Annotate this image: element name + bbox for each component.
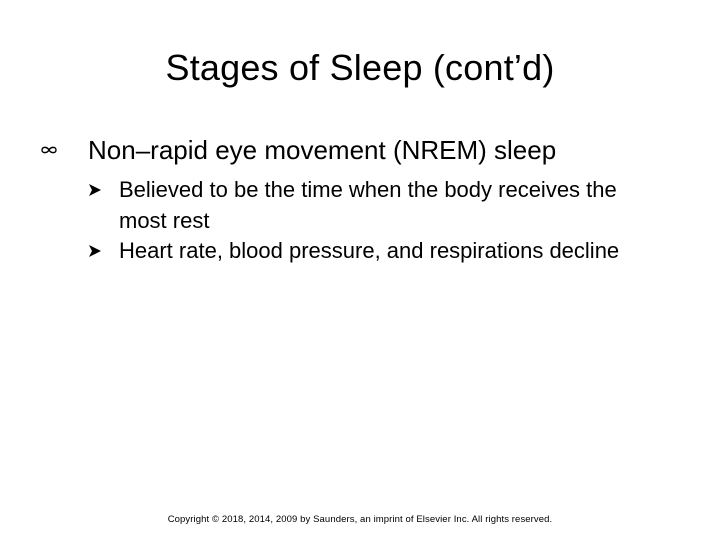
arrowhead-bullet-icon	[87, 174, 119, 204]
sub-bullet-item	[87, 235, 667, 266]
main-bullet-text: Non–rapid eye movement (NREM) sleep	[88, 135, 557, 165]
arrowhead-bullet-icon	[87, 235, 119, 265]
infinity-glyph-bullet-icon	[40, 132, 88, 168]
sub-bullet-text: Heart rate, blood pressure, and respirations decline	[119, 238, 620, 263]
main-bullet-item	[40, 132, 690, 168]
sub-bullet-item	[87, 174, 667, 236]
slide-title: Stages of Sleep (cont’d)	[165, 47, 555, 88]
copyright-footer: Copyright © 2018, 2014, 2009 by Saunders, an imprint of Elsevier Inc. All rights reserved.	[167, 514, 553, 525]
sub-bullet-text: Believed to be the time when the body receives the most rest	[119, 177, 617, 233]
